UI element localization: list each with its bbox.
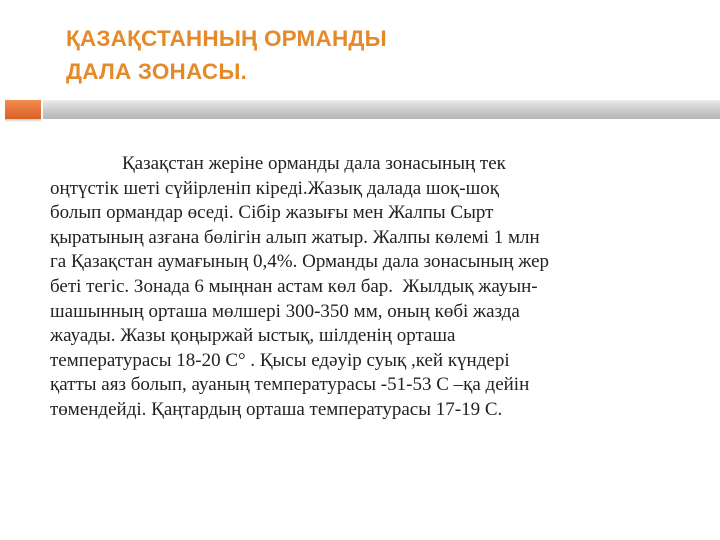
body-line-4: қыратының азғана бөлігін алып жатыр. Жалпы көлемі 1 млн (50, 226, 540, 248)
slide-title-line-2: ДАЛА ЗОНАСЫ. (66, 59, 248, 84)
body-line-5: га Қазақстан аумағының 0,4%. Орманды дала зонасының жер (50, 251, 550, 273)
body-line-7: шашынның орташа мөлшері 300-350 мм, оның көбі жазда (50, 300, 520, 322)
body-line-3: болып ормандар өседі. Сібір жазығы мен Жалпы Сырт (50, 202, 494, 224)
title-accent-block (5, 100, 41, 119)
body-line-6: беті тегіс. Зонада 6 мыңнан астам көл бар. Жылдық жауын- (50, 275, 538, 297)
body-line-11: төмендейді. Қаңтардың орташа температурасы 17-19 С. (50, 398, 503, 420)
body-line-2: оңтүстік шеті сүйірленіп кіреді.Жазық далада шоқ-шоқ (50, 177, 499, 199)
body-line-1: Қазақстан жеріне орманды дала зонасының тек (122, 153, 506, 174)
title-divider-bar (43, 100, 720, 119)
slide-title-line-1: ҚАЗАҚСТАННЫҢ ОРМАНДЫ (66, 26, 387, 51)
body-line-8: жауады. Жазы қоңыржай ыстық, шілденің орташа (50, 325, 456, 347)
body-paragraph (50, 152, 690, 423)
body-line-9: температурасы 18-20 C° . Қысы едәуір суық ,кей күндері (50, 349, 510, 371)
body-line-10: қатты аяз болып, ауаның температурасы -51-53 С –қа дейін (50, 374, 530, 396)
slide-title (66, 22, 666, 88)
title-accent-shadow (5, 119, 41, 122)
